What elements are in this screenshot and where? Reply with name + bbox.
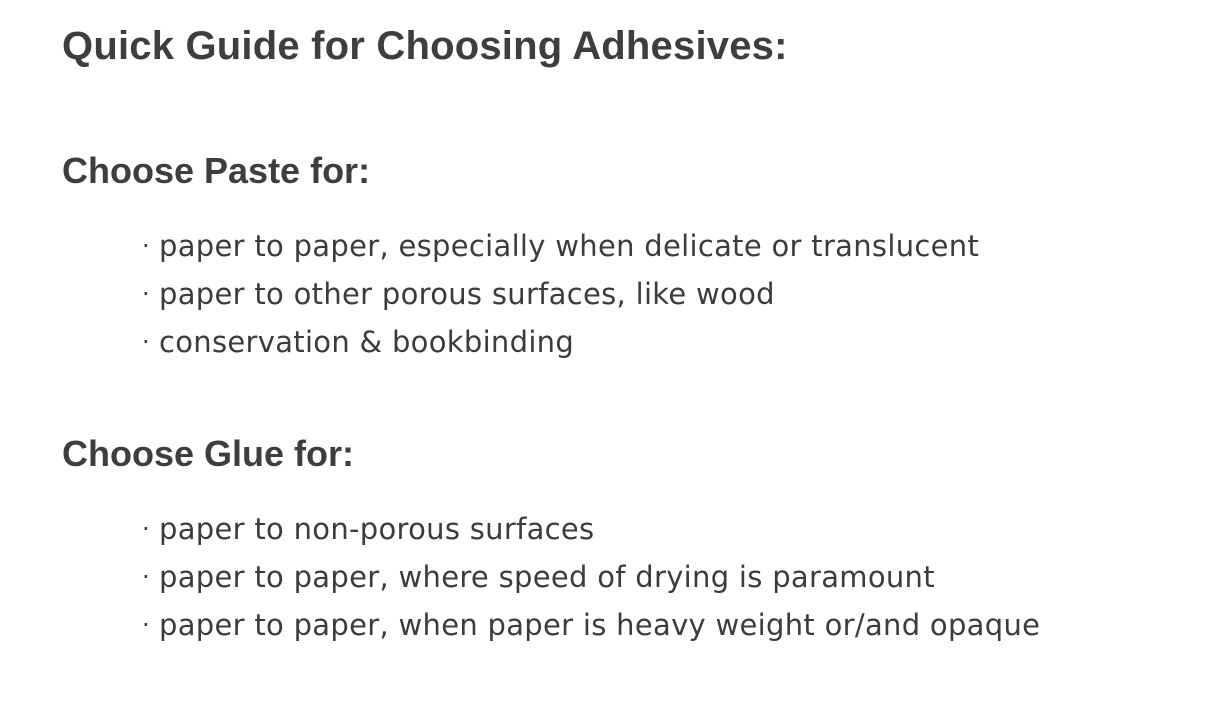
list-item (142, 318, 979, 366)
list-item-text: conservation & bookbinding (159, 325, 575, 359)
list-item (142, 505, 1040, 553)
bullet-icon: · (142, 611, 150, 639)
list-item-text: paper to paper, especially when delicate or translucent (159, 229, 980, 263)
list-item (142, 553, 1040, 601)
bullet-icon: · (142, 232, 150, 260)
paste-section-heading: Choose Paste for: (62, 150, 371, 191)
glue-uses-list (142, 505, 1040, 649)
bullet-icon: · (142, 515, 150, 543)
bullet-icon: · (142, 563, 150, 591)
paste-uses-list (142, 222, 979, 366)
list-item-text: paper to other porous surfaces, like wood (159, 277, 775, 311)
list-item (142, 270, 979, 318)
page-title: Quick Guide for Choosing Adhesives: (62, 24, 788, 68)
list-item (142, 222, 979, 270)
bullet-icon: · (142, 328, 150, 356)
glue-section-heading: Choose Glue for: (62, 433, 355, 474)
list-item-text: paper to non-porous surfaces (159, 512, 595, 546)
list-item-text: paper to paper, where speed of drying is paramount (159, 560, 935, 594)
list-item (142, 601, 1040, 649)
bullet-icon: · (142, 280, 150, 308)
list-item-text: paper to paper, when paper is heavy weight or/and opaque (159, 608, 1041, 642)
